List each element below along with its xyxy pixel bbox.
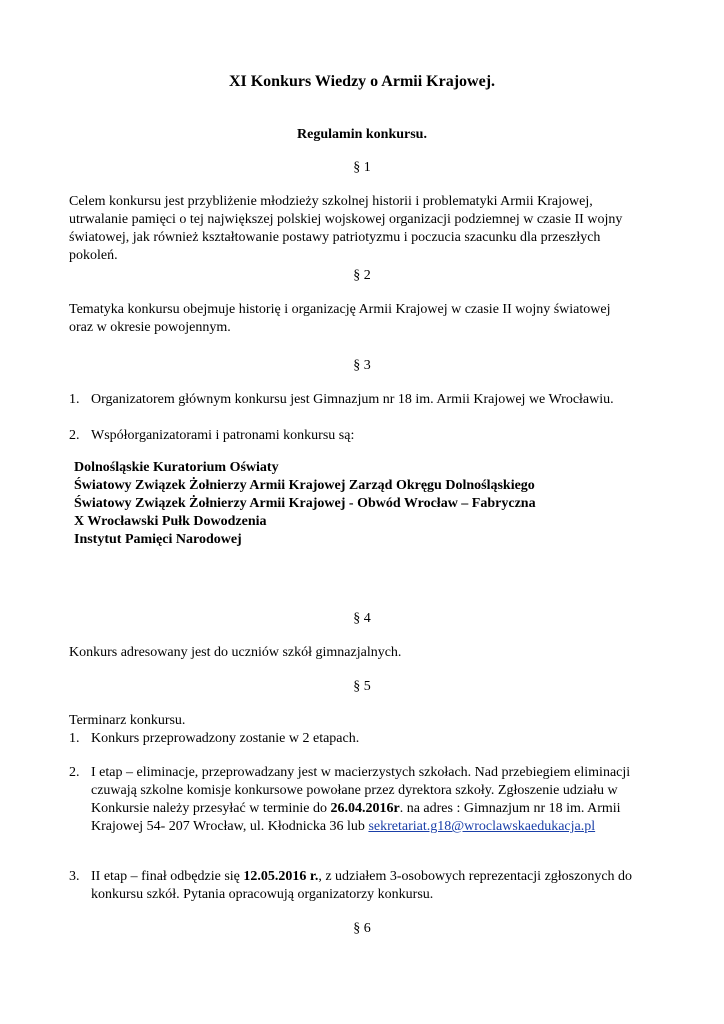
section-2-line: oraz w okresie powojennym. — [69, 320, 231, 335]
list-number: 2. — [69, 428, 80, 443]
email-link[interactable]: sekretariat.g18@wroclawskaedukacja.pl — [368, 819, 596, 834]
section-1-line: utrwalanie pamięci o tej największej polskiej wojskowej organizacji podziemnej w czasie II wojny — [69, 212, 623, 227]
section-5-heading: § 5 — [353, 679, 371, 694]
stage-2-line — [91, 869, 632, 885]
partner-name: Światowy Związek Żołnierzy Armii Krajowej Zarząd Okręgu Dolnośląskiego — [74, 478, 535, 493]
stage-1-line — [91, 801, 621, 817]
stage-1-line: czuwają szkolne komisje konkursowe powołane przez dyrektora szkoły. Zgłoszenie udziału w — [91, 783, 618, 798]
list-number: 3. — [69, 869, 80, 884]
partner-name: X Wrocławski Pułk Dowodzenia — [74, 514, 267, 529]
section-2-heading: § 2 — [353, 268, 371, 283]
stages-text: Konkurs przeprowadzony zostanie w 2 etapach. — [91, 731, 360, 746]
stage-1-line: I etap – eliminacje, przeprowadzany jest w macierzystych szkołach. Nad przebiegiem eliminacji — [91, 765, 631, 780]
section-3-heading: § 3 — [353, 358, 371, 373]
deadline-date: 26.04.2016r — [330, 801, 400, 816]
section-1-heading: § 1 — [353, 160, 371, 175]
list-number: 2. — [69, 765, 80, 780]
stage-2-text: II etap – finał odbędzie się — [91, 869, 244, 884]
partner-name: Dolnośląskie Kuratorium Oświaty — [74, 460, 279, 475]
section-1-line: światowej, jak również kształtowanie postawy patriotyzmu i poczucia szacunku dla przeszłych — [69, 230, 601, 245]
section-2-line: Tematyka konkursu obejmuje historię i organizację Armii Krajowej w czasie II wojny światowej — [69, 302, 611, 317]
section-1-line: Celem konkursu jest przybliżenie młodzieży szkolnej historii i problematyki Armii Krajowej, — [69, 194, 593, 209]
stage-1-text: Krajowej 54- 207 Wrocław, ul. Kłodnicka 36 lub — [91, 819, 369, 834]
organizer-text: Organizatorem głównym konkursu jest Gimnazjum nr 18 im. Armii Krajowej we Wrocławiu. — [91, 392, 614, 407]
list-number: 1. — [69, 731, 80, 746]
section-1-line: pokoleń. — [69, 248, 118, 263]
partner-name: Instytut Pamięci Narodowej — [74, 532, 242, 547]
stage-1-line — [91, 819, 595, 835]
stage-1-text: . na adres : Gimnazjum nr 18 im. Armii — [399, 801, 621, 816]
subtitle: Regulamin konkursu. — [297, 127, 427, 142]
stage-1-text: Konkursie należy przesyłać w terminie do — [91, 801, 331, 816]
section-6-heading: § 6 — [353, 921, 371, 936]
section-4-heading: § 4 — [353, 611, 371, 626]
list-number: 1. — [69, 392, 80, 407]
schedule-intro: Terminarz konkursu. — [69, 713, 186, 728]
section-4-text: Konkurs adresowany jest do uczniów szkół gimnazjalnych. — [69, 645, 402, 660]
co-organizers-intro: Współorganizatorami i patronami konkursu są: — [91, 428, 355, 443]
stage-2-line: konkursu szkół. Pytania opracowują organizatorzy konkursu. — [91, 887, 434, 902]
final-date: 12.05.2016 r. — [243, 869, 319, 884]
stage-2-text: , z udziałem 3-osobowych reprezentacji zgłoszonych do — [318, 869, 633, 884]
document-title: XI Konkurs Wiedzy o Armii Krajowej. — [228, 73, 496, 90]
partner-name: Światowy Związek Żołnierzy Armii Krajowej - Obwód Wrocław – Fabryczna — [74, 496, 536, 511]
